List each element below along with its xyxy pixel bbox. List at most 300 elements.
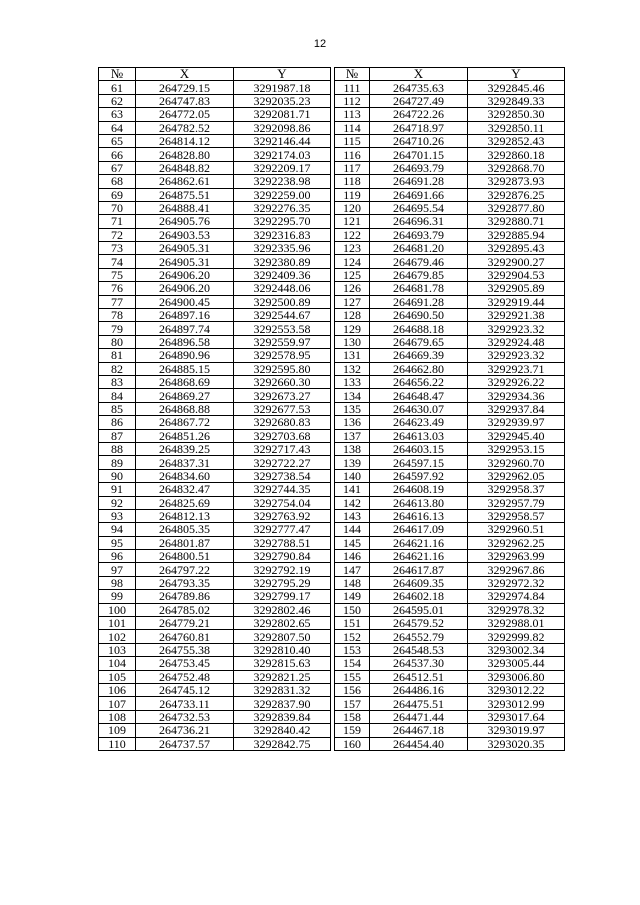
- cell-x-left: 264837.31: [136, 456, 234, 469]
- cell-x-right: 264623.49: [370, 416, 468, 429]
- table-row: [99, 81, 565, 94]
- cell-number-right: 145: [335, 536, 370, 549]
- cell-number-right: 120: [335, 201, 370, 214]
- cell-y-right: 3292967.86: [468, 563, 565, 576]
- cell-y-right: 3292860.18: [468, 148, 565, 161]
- cell-number-left: 63: [99, 108, 136, 121]
- cell-x-right: 264727.49: [370, 94, 468, 107]
- table-row: [99, 697, 565, 710]
- cell-number-left: 106: [99, 683, 136, 696]
- cell-x-left: 264785.02: [136, 603, 234, 616]
- cell-number-left: 74: [99, 255, 136, 268]
- cell-number-right: 142: [335, 496, 370, 509]
- cell-x-left: 264903.53: [136, 228, 234, 241]
- cell-x-right: 264688.18: [370, 322, 468, 335]
- cell-y-left: 3292840.42: [234, 724, 331, 737]
- cell-number-right: 126: [335, 282, 370, 295]
- table-row: [99, 375, 565, 388]
- coordinates-table: [98, 67, 565, 751]
- cell-number-right: 158: [335, 710, 370, 723]
- cell-y-left: 3292831.32: [234, 683, 331, 696]
- cell-number-right: 144: [335, 523, 370, 536]
- table-row: [99, 228, 565, 241]
- cell-y-left: 3292837.90: [234, 697, 331, 710]
- cell-y-right: 3292919.44: [468, 295, 565, 308]
- table-row: [99, 643, 565, 656]
- cell-y-right: 3292850.11: [468, 121, 565, 134]
- cell-x-right: 264617.09: [370, 523, 468, 536]
- cell-x-right: 264621.16: [370, 536, 468, 549]
- table-row: [99, 724, 565, 737]
- cell-x-left: 264897.16: [136, 309, 234, 322]
- cell-x-left: 264732.53: [136, 710, 234, 723]
- table-row: [99, 509, 565, 522]
- cell-y-left: 3292559.97: [234, 335, 331, 348]
- cell-x-right: 264722.26: [370, 108, 468, 121]
- cell-number-right: 113: [335, 108, 370, 121]
- cell-x-left: 264868.69: [136, 375, 234, 388]
- cell-y-right: 3292876.25: [468, 188, 565, 201]
- cell-number-left: 76: [99, 282, 136, 295]
- cell-x-left: 264760.81: [136, 630, 234, 643]
- cell-number-left: 102: [99, 630, 136, 643]
- cell-number-right: 155: [335, 670, 370, 683]
- cell-number-left: 97: [99, 563, 136, 576]
- cell-y-right: 3292962.25: [468, 536, 565, 549]
- cell-x-right: 264595.01: [370, 603, 468, 616]
- cell-x-right: 264679.85: [370, 268, 468, 281]
- cell-number-right: 125: [335, 268, 370, 281]
- table-row: [99, 442, 565, 455]
- table-row: [99, 657, 565, 670]
- cell-x-left: 264729.15: [136, 81, 234, 94]
- cell-x-left: 264862.61: [136, 175, 234, 188]
- cell-y-left: 3292680.83: [234, 416, 331, 429]
- cell-x-left: 264801.87: [136, 536, 234, 549]
- table-row: [99, 309, 565, 322]
- cell-number-right: 117: [335, 161, 370, 174]
- cell-y-left: 3292839.84: [234, 710, 331, 723]
- cell-x-right: 264691.28: [370, 175, 468, 188]
- cell-number-right: 116: [335, 148, 370, 161]
- cell-number-right: 150: [335, 603, 370, 616]
- cell-x-left: 264805.35: [136, 523, 234, 536]
- cell-x-right: 264475.51: [370, 697, 468, 710]
- cell-y-left: 3292754.04: [234, 496, 331, 509]
- cell-x-right: 264608.19: [370, 483, 468, 496]
- cell-y-left: 3292146.44: [234, 134, 331, 147]
- cell-y-left: 3292717.43: [234, 442, 331, 455]
- cell-y-right: 3292962.05: [468, 469, 565, 482]
- table-row: [99, 523, 565, 536]
- cell-number-left: 110: [99, 737, 136, 750]
- cell-x-right: 264603.15: [370, 442, 468, 455]
- table-row: [99, 362, 565, 375]
- table-row: [99, 349, 565, 362]
- cell-x-left: 264888.41: [136, 201, 234, 214]
- cell-x-left: 264890.96: [136, 349, 234, 362]
- cell-x-right: 264679.46: [370, 255, 468, 268]
- cell-number-left: 67: [99, 161, 136, 174]
- cell-number-right: 134: [335, 389, 370, 402]
- cell-x-right: 264691.28: [370, 295, 468, 308]
- cell-x-left: 264828.80: [136, 148, 234, 161]
- table-row: [99, 201, 565, 214]
- cell-number-right: 128: [335, 309, 370, 322]
- cell-y-left: 3292081.71: [234, 108, 331, 121]
- cell-y-left: 3292259.00: [234, 188, 331, 201]
- cell-x-right: 264621.16: [370, 550, 468, 563]
- cell-x-left: 264733.11: [136, 697, 234, 710]
- cell-y-right: 3292939.97: [468, 416, 565, 429]
- table-row: [99, 161, 565, 174]
- cell-x-right: 264648.47: [370, 389, 468, 402]
- cell-y-left: 3292792.19: [234, 563, 331, 576]
- cell-y-right: 3292923.32: [468, 322, 565, 335]
- cell-y-right: 3292924.48: [468, 335, 565, 348]
- cell-x-right: 264681.20: [370, 242, 468, 255]
- cell-x-left: 264900.45: [136, 295, 234, 308]
- table-row: [99, 670, 565, 683]
- cell-number-right: 124: [335, 255, 370, 268]
- page-number: 12: [313, 38, 327, 50]
- cell-number-right: 140: [335, 469, 370, 482]
- table-row: [99, 416, 565, 429]
- cell-x-right: 264471.44: [370, 710, 468, 723]
- cell-number-left: 91: [99, 483, 136, 496]
- cell-x-right: 264597.92: [370, 469, 468, 482]
- cell-number-right: 139: [335, 456, 370, 469]
- cell-number-right: 122: [335, 228, 370, 241]
- cell-number-right: 119: [335, 188, 370, 201]
- cell-x-right: 264695.54: [370, 201, 468, 214]
- cell-number-left: 73: [99, 242, 136, 255]
- table-row: [99, 483, 565, 496]
- cell-number-left: 77: [99, 295, 136, 308]
- cell-y-left: 3291987.18: [234, 81, 331, 94]
- cell-number-left: 68: [99, 175, 136, 188]
- cell-y-right: 3292877.80: [468, 201, 565, 214]
- cell-y-left: 3292722.27: [234, 456, 331, 469]
- cell-y-right: 3292958.57: [468, 509, 565, 522]
- cell-number-right: 129: [335, 322, 370, 335]
- cell-y-right: 3292963.99: [468, 550, 565, 563]
- cell-y-left: 3292738.54: [234, 469, 331, 482]
- header-number-left: №: [99, 68, 136, 81]
- cell-y-left: 3292316.83: [234, 228, 331, 241]
- cell-y-right: 3293005.44: [468, 657, 565, 670]
- cell-y-right: 3293017.64: [468, 710, 565, 723]
- cell-y-right: 3293012.99: [468, 697, 565, 710]
- cell-y-right: 3292960.70: [468, 456, 565, 469]
- table-row: [99, 268, 565, 281]
- table-row: [99, 683, 565, 696]
- table-row: [99, 188, 565, 201]
- cell-y-right: 3292921.38: [468, 309, 565, 322]
- cell-x-right: 264681.78: [370, 282, 468, 295]
- cell-y-left: 3292810.40: [234, 643, 331, 656]
- cell-number-left: 70: [99, 201, 136, 214]
- cell-y-left: 3292677.53: [234, 402, 331, 415]
- cell-number-right: 133: [335, 375, 370, 388]
- cell-y-left: 3292174.03: [234, 148, 331, 161]
- cell-number-left: 89: [99, 456, 136, 469]
- cell-x-right: 264669.39: [370, 349, 468, 362]
- cell-number-left: 96: [99, 550, 136, 563]
- cell-x-left: 264875.51: [136, 188, 234, 201]
- cell-x-right: 264579.52: [370, 617, 468, 630]
- table-row: [99, 295, 565, 308]
- cell-y-left: 3292842.75: [234, 737, 331, 750]
- cell-y-left: 3292553.58: [234, 322, 331, 335]
- cell-number-right: 131: [335, 349, 370, 362]
- cell-x-left: 264905.31: [136, 242, 234, 255]
- cell-number-left: 86: [99, 416, 136, 429]
- cell-number-left: 84: [99, 389, 136, 402]
- cell-number-left: 81: [99, 349, 136, 362]
- cell-number-left: 107: [99, 697, 136, 710]
- cell-number-right: 138: [335, 442, 370, 455]
- cell-number-right: 136: [335, 416, 370, 429]
- cell-number-right: 118: [335, 175, 370, 188]
- header-x-left: X: [136, 68, 234, 81]
- cell-y-right: 3292905.89: [468, 282, 565, 295]
- cell-y-left: 3292763.92: [234, 509, 331, 522]
- cell-number-left: 82: [99, 362, 136, 375]
- cell-y-left: 3292500.89: [234, 295, 331, 308]
- cell-x-right: 264690.50: [370, 309, 468, 322]
- cell-x-left: 264897.74: [136, 322, 234, 335]
- table-row: [99, 536, 565, 549]
- cell-y-right: 3292885.94: [468, 228, 565, 241]
- cell-y-right: 3292974.84: [468, 590, 565, 603]
- cell-x-right: 264454.40: [370, 737, 468, 750]
- cell-x-left: 264848.82: [136, 161, 234, 174]
- cell-number-left: 64: [99, 121, 136, 134]
- cell-y-left: 3292802.65: [234, 617, 331, 630]
- cell-x-left: 264839.25: [136, 442, 234, 455]
- cell-y-left: 3292035.23: [234, 94, 331, 107]
- cell-x-right: 264609.35: [370, 576, 468, 589]
- cell-x-right: 264486.16: [370, 683, 468, 696]
- cell-number-right: 114: [335, 121, 370, 134]
- cell-y-left: 3292098.86: [234, 121, 331, 134]
- cell-number-right: 115: [335, 134, 370, 147]
- cell-x-right: 264718.97: [370, 121, 468, 134]
- cell-number-left: 99: [99, 590, 136, 603]
- cell-y-right: 3293019.97: [468, 724, 565, 737]
- table-row: [99, 563, 565, 576]
- cell-number-left: 104: [99, 657, 136, 670]
- cell-x-right: 264552.79: [370, 630, 468, 643]
- table-row: [99, 282, 565, 295]
- cell-number-right: 151: [335, 617, 370, 630]
- cell-x-right: 264597.15: [370, 456, 468, 469]
- header-number-right: №: [335, 68, 370, 81]
- cell-x-left: 264752.48: [136, 670, 234, 683]
- cell-number-right: 123: [335, 242, 370, 255]
- cell-y-left: 3292815.63: [234, 657, 331, 670]
- cell-y-right: 3292972.32: [468, 576, 565, 589]
- table-row: [99, 215, 565, 228]
- cell-number-right: 130: [335, 335, 370, 348]
- cell-x-left: 264789.86: [136, 590, 234, 603]
- cell-number-left: 90: [99, 469, 136, 482]
- cell-x-right: 264616.13: [370, 509, 468, 522]
- cell-number-right: 154: [335, 657, 370, 670]
- table-row: [99, 402, 565, 415]
- cell-x-left: 264825.69: [136, 496, 234, 509]
- cell-y-right: 3292900.27: [468, 255, 565, 268]
- table-row: [99, 148, 565, 161]
- cell-number-left: 88: [99, 442, 136, 455]
- cell-y-left: 3292807.50: [234, 630, 331, 643]
- table-row: [99, 134, 565, 147]
- cell-number-right: 147: [335, 563, 370, 576]
- cell-x-right: 264693.79: [370, 161, 468, 174]
- cell-y-right: 3292849.33: [468, 94, 565, 107]
- cell-number-left: 62: [99, 94, 136, 107]
- cell-x-left: 264851.26: [136, 429, 234, 442]
- cell-number-left: 108: [99, 710, 136, 723]
- cell-x-left: 264755.38: [136, 643, 234, 656]
- cell-x-left: 264905.76: [136, 215, 234, 228]
- cell-x-right: 264656.22: [370, 375, 468, 388]
- cell-x-right: 264701.15: [370, 148, 468, 161]
- cell-number-right: 137: [335, 429, 370, 442]
- cell-y-left: 3292799.17: [234, 590, 331, 603]
- cell-y-right: 3293002.34: [468, 643, 565, 656]
- cell-number-right: 141: [335, 483, 370, 496]
- cell-x-left: 264745.12: [136, 683, 234, 696]
- cell-y-left: 3292660.30: [234, 375, 331, 388]
- cell-number-right: 148: [335, 576, 370, 589]
- cell-number-right: 121: [335, 215, 370, 228]
- cell-number-right: 157: [335, 697, 370, 710]
- cell-number-left: 69: [99, 188, 136, 201]
- cell-number-left: 92: [99, 496, 136, 509]
- cell-y-right: 3292880.71: [468, 215, 565, 228]
- cell-y-right: 3292957.79: [468, 496, 565, 509]
- cell-number-right: 135: [335, 402, 370, 415]
- table-row: [99, 456, 565, 469]
- table-row: [99, 630, 565, 643]
- header-y-right: Y: [468, 68, 565, 81]
- cell-x-left: 264868.88: [136, 402, 234, 415]
- cell-y-left: 3292703.68: [234, 429, 331, 442]
- cell-y-left: 3292578.95: [234, 349, 331, 362]
- table-row: [99, 121, 565, 134]
- cell-x-left: 264814.12: [136, 134, 234, 147]
- cell-y-left: 3292209.17: [234, 161, 331, 174]
- cell-x-right: 264602.18: [370, 590, 468, 603]
- cell-x-right: 264710.26: [370, 134, 468, 147]
- cell-x-left: 264793.35: [136, 576, 234, 589]
- cell-y-left: 3292673.27: [234, 389, 331, 402]
- cell-number-right: 153: [335, 643, 370, 656]
- cell-y-right: 3292988.01: [468, 617, 565, 630]
- cell-y-left: 3292788.51: [234, 536, 331, 549]
- cell-number-left: 101: [99, 617, 136, 630]
- cell-number-right: 152: [335, 630, 370, 643]
- cell-x-right: 264693.79: [370, 228, 468, 241]
- cell-y-left: 3292448.06: [234, 282, 331, 295]
- cell-y-left: 3292595.80: [234, 362, 331, 375]
- cell-number-left: 78: [99, 309, 136, 322]
- cell-number-left: 79: [99, 322, 136, 335]
- table-row: [99, 469, 565, 482]
- cell-number-left: 65: [99, 134, 136, 147]
- table-row: [99, 242, 565, 255]
- cell-y-left: 3292744.35: [234, 483, 331, 496]
- cell-y-right: 3292852.43: [468, 134, 565, 147]
- cell-y-left: 3292802.46: [234, 603, 331, 616]
- cell-y-right: 3293006.80: [468, 670, 565, 683]
- cell-number-left: 80: [99, 335, 136, 348]
- cell-x-right: 264617.87: [370, 563, 468, 576]
- cell-number-left: 103: [99, 643, 136, 656]
- cell-number-right: 156: [335, 683, 370, 696]
- cell-x-left: 264869.27: [136, 389, 234, 402]
- cell-x-left: 264753.45: [136, 657, 234, 670]
- cell-number-left: 87: [99, 429, 136, 442]
- cell-y-right: 3292873.93: [468, 175, 565, 188]
- cell-y-left: 3292821.25: [234, 670, 331, 683]
- cell-x-left: 264772.05: [136, 108, 234, 121]
- cell-number-right: 149: [335, 590, 370, 603]
- cell-x-right: 264735.63: [370, 81, 468, 94]
- cell-number-right: 111: [335, 81, 370, 94]
- cell-x-right: 264662.80: [370, 362, 468, 375]
- cell-number-right: 112: [335, 94, 370, 107]
- cell-x-right: 264548.53: [370, 643, 468, 656]
- cell-x-right: 264512.51: [370, 670, 468, 683]
- table-row: [99, 94, 565, 107]
- cell-y-right: 3292845.46: [468, 81, 565, 94]
- cell-number-left: 100: [99, 603, 136, 616]
- cell-y-right: 3293020.35: [468, 737, 565, 750]
- cell-y-left: 3292409.36: [234, 268, 331, 281]
- cell-number-left: 85: [99, 402, 136, 415]
- cell-number-right: 160: [335, 737, 370, 750]
- cell-number-right: 159: [335, 724, 370, 737]
- cell-y-right: 3292999.82: [468, 630, 565, 643]
- cell-y-left: 3292795.29: [234, 576, 331, 589]
- cell-y-right: 3292960.51: [468, 523, 565, 536]
- cell-number-left: 75: [99, 268, 136, 281]
- cell-y-left: 3292335.96: [234, 242, 331, 255]
- cell-x-left: 264800.51: [136, 550, 234, 563]
- cell-number-right: 143: [335, 509, 370, 522]
- cell-y-left: 3292238.98: [234, 175, 331, 188]
- cell-number-left: 61: [99, 81, 136, 94]
- cell-x-left: 264906.20: [136, 282, 234, 295]
- cell-y-right: 3292934.36: [468, 389, 565, 402]
- cell-x-left: 264832.47: [136, 483, 234, 496]
- cell-x-right: 264679.65: [370, 335, 468, 348]
- cell-y-right: 3292868.70: [468, 161, 565, 174]
- table-row: [99, 550, 565, 563]
- table-header-row: [99, 68, 565, 81]
- cell-y-right: 3292895.43: [468, 242, 565, 255]
- cell-x-left: 264736.21: [136, 724, 234, 737]
- cell-y-right: 3292926.22: [468, 375, 565, 388]
- cell-number-left: 72: [99, 228, 136, 241]
- cell-x-left: 264779.21: [136, 617, 234, 630]
- cell-x-left: 264905.31: [136, 255, 234, 268]
- cell-x-left: 264896.58: [136, 335, 234, 348]
- table-row: [99, 175, 565, 188]
